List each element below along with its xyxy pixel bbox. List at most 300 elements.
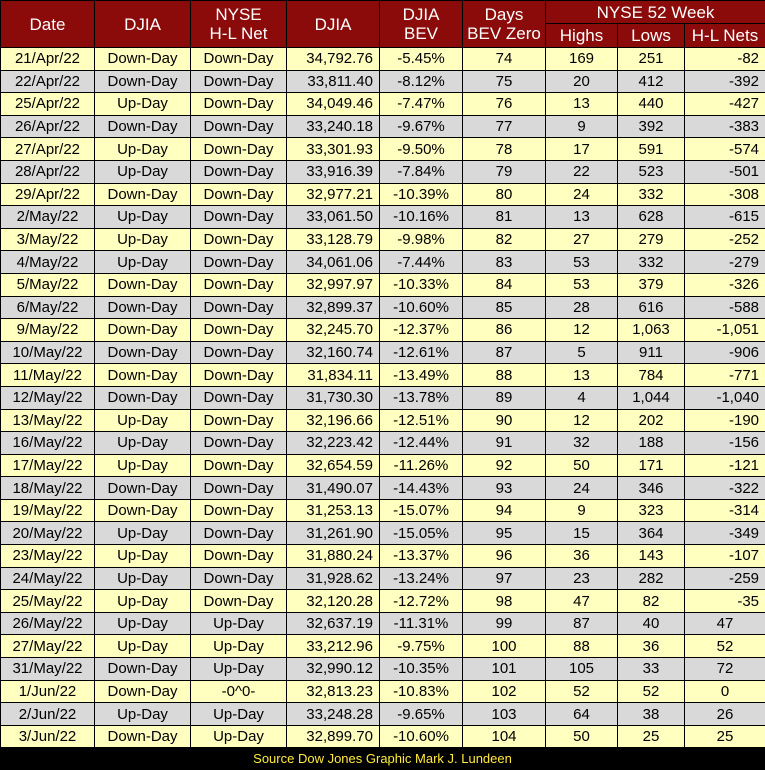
date-cell: 24/May/22	[1, 567, 95, 590]
lows-cell: 25	[618, 725, 685, 748]
hl-nets-cell: -383	[685, 115, 765, 138]
lows-cell: 346	[618, 477, 685, 500]
table-row	[1, 386, 765, 409]
djia-direction-cell: Up-Day	[95, 545, 191, 568]
hl-nets-cell: -107	[685, 545, 765, 568]
nyse-hl-net-cell: Down-Day	[191, 160, 287, 183]
date-cell: 2/May/22	[1, 206, 95, 229]
date-cell: 1/Jun/22	[1, 680, 95, 703]
days-bev-zero-cell: 101	[463, 658, 546, 681]
hl-nets-cell: -392	[685, 70, 765, 93]
header-nyse-hl-net-line2: H-L Net	[209, 24, 268, 43]
days-bev-zero-cell: 87	[463, 341, 546, 364]
lows-cell: 279	[618, 228, 685, 251]
nyse-hl-net-cell: Down-Day	[191, 364, 287, 387]
hl-nets-cell: -349	[685, 522, 765, 545]
highs-cell: 50	[546, 454, 618, 477]
hl-nets-cell: -322	[685, 477, 765, 500]
days-bev-zero-cell: 96	[463, 545, 546, 568]
nyse-hl-net-cell: Down-Day	[191, 273, 287, 296]
date-cell: 18/May/22	[1, 477, 95, 500]
lows-cell: 33	[618, 658, 685, 681]
date-cell: 26/Apr/22	[1, 115, 95, 138]
djia-direction-cell: Up-Day	[95, 454, 191, 477]
djia-bev-cell: -15.07%	[380, 499, 463, 522]
djia-cell: 33,061.50	[287, 206, 380, 229]
hl-nets-cell: -1,051	[685, 319, 765, 342]
djia-cell: 31,880.24	[287, 545, 380, 568]
table-row	[1, 138, 765, 161]
hl-nets-cell: -259	[685, 567, 765, 590]
nyse-hl-net-cell: Down-Day	[191, 138, 287, 161]
table-row	[1, 48, 765, 71]
hl-nets-cell: -501	[685, 160, 765, 183]
nyse-hl-net-cell: -0^0-	[191, 680, 287, 703]
highs-cell: 64	[546, 703, 618, 726]
table-row	[1, 567, 765, 590]
lows-cell: 628	[618, 206, 685, 229]
djia-direction-cell: Up-Day	[95, 160, 191, 183]
hl-nets-cell: -1,040	[685, 386, 765, 409]
header-djia-bev-line2: BEV	[403, 24, 439, 43]
table-body	[1, 48, 765, 748]
lows-cell: 1,044	[618, 386, 685, 409]
highs-cell: 9	[546, 115, 618, 138]
djia-direction-cell: Down-Day	[95, 341, 191, 364]
table-row	[1, 635, 765, 658]
table-row	[1, 160, 765, 183]
highs-cell: 52	[546, 680, 618, 703]
nyse-hl-net-cell: Down-Day	[191, 432, 287, 455]
djia-bev-cell: -10.39%	[380, 183, 463, 206]
date-cell: 31/May/22	[1, 658, 95, 681]
djia-bev-cell: -13.24%	[380, 567, 463, 590]
date-cell: 19/May/22	[1, 499, 95, 522]
djia-bev-cell: -5.45%	[380, 48, 463, 71]
djia-cell: 34,792.76	[287, 48, 380, 71]
highs-cell: 13	[546, 93, 618, 116]
djia-direction-cell: Up-Day	[95, 590, 191, 613]
table-row	[1, 612, 765, 635]
header-date: Date	[1, 1, 95, 48]
table-row	[1, 93, 765, 116]
hl-nets-cell: 0	[685, 680, 765, 703]
days-bev-zero-cell: 74	[463, 48, 546, 71]
table-row	[1, 364, 765, 387]
date-cell: 23/May/22	[1, 545, 95, 568]
lows-cell: 1,063	[618, 319, 685, 342]
highs-cell: 24	[546, 477, 618, 500]
days-bev-zero-cell: 100	[463, 635, 546, 658]
table-row	[1, 251, 765, 274]
djia-direction-cell: Up-Day	[95, 703, 191, 726]
table-row	[1, 409, 765, 432]
date-cell: 6/May/22	[1, 296, 95, 319]
highs-cell: 36	[546, 545, 618, 568]
nyse-hl-net-cell: Up-Day	[191, 703, 287, 726]
date-cell: 17/May/22	[1, 454, 95, 477]
header-djia-bev	[380, 1, 463, 48]
highs-cell: 4	[546, 386, 618, 409]
header-lows: Lows	[618, 24, 685, 48]
nyse-hl-net-cell: Down-Day	[191, 228, 287, 251]
hl-nets-cell: 47	[685, 612, 765, 635]
lows-cell: 591	[618, 138, 685, 161]
hl-nets-cell: -308	[685, 183, 765, 206]
days-bev-zero-cell: 82	[463, 228, 546, 251]
lows-cell: 251	[618, 48, 685, 71]
header-hl-nets: H-L Nets	[685, 24, 765, 48]
table-row	[1, 432, 765, 455]
lows-cell: 616	[618, 296, 685, 319]
djia-direction-cell: Up-Day	[95, 635, 191, 658]
djia-bev-cell: -11.26%	[380, 454, 463, 477]
days-bev-zero-cell: 92	[463, 454, 546, 477]
hl-nets-cell: -326	[685, 273, 765, 296]
nyse-hl-net-cell: Down-Day	[191, 251, 287, 274]
djia-bev-cell: -13.78%	[380, 386, 463, 409]
djia-cell: 31,730.30	[287, 386, 380, 409]
djia-direction-cell: Down-Day	[95, 48, 191, 71]
djia-bev-cell: -14.43%	[380, 477, 463, 500]
lows-cell: 36	[618, 635, 685, 658]
header-days-line2: BEV Zero	[467, 24, 541, 43]
days-bev-zero-cell: 99	[463, 612, 546, 635]
table-row	[1, 703, 765, 726]
highs-cell: 13	[546, 206, 618, 229]
hl-nets-cell: -121	[685, 454, 765, 477]
lows-cell: 911	[618, 341, 685, 364]
djia-direction-cell: Up-Day	[95, 228, 191, 251]
date-cell: 20/May/22	[1, 522, 95, 545]
djia-cell: 33,128.79	[287, 228, 380, 251]
lows-cell: 38	[618, 703, 685, 726]
date-cell: 13/May/22	[1, 409, 95, 432]
djia-direction-cell: Down-Day	[95, 680, 191, 703]
lows-cell: 412	[618, 70, 685, 93]
hl-nets-cell: -190	[685, 409, 765, 432]
djia-bev-cell: -9.98%	[380, 228, 463, 251]
djia-cell: 32,899.70	[287, 725, 380, 748]
lows-cell: 82	[618, 590, 685, 613]
djia-direction-cell: Down-Day	[95, 725, 191, 748]
djia-bev-cell: -12.37%	[380, 319, 463, 342]
table-row	[1, 725, 765, 748]
nyse-hl-net-cell: Down-Day	[191, 115, 287, 138]
date-cell: 27/May/22	[1, 635, 95, 658]
highs-cell: 27	[546, 228, 618, 251]
header-nyse-hl-net-line1: NYSE	[215, 5, 262, 24]
lows-cell: 143	[618, 545, 685, 568]
table-row	[1, 183, 765, 206]
highs-cell: 24	[546, 183, 618, 206]
highs-cell: 20	[546, 70, 618, 93]
nyse-hl-net-cell: Down-Day	[191, 567, 287, 590]
table-row	[1, 477, 765, 500]
table-row	[1, 115, 765, 138]
djia-cell: 33,916.39	[287, 160, 380, 183]
table-row	[1, 590, 765, 613]
hl-nets-cell: -252	[685, 228, 765, 251]
lows-cell: 323	[618, 499, 685, 522]
djia-cell: 32,813.23	[287, 680, 380, 703]
djia-direction-cell: Up-Day	[95, 567, 191, 590]
djia-cell: 32,245.70	[287, 319, 380, 342]
djia-direction-cell: Down-Day	[95, 115, 191, 138]
djia-bev-cell: -9.67%	[380, 115, 463, 138]
hl-nets-cell: -588	[685, 296, 765, 319]
lows-cell: 392	[618, 115, 685, 138]
header-nyse-hl-net	[191, 1, 287, 48]
days-bev-zero-cell: 91	[463, 432, 546, 455]
djia-cell: 32,997.97	[287, 273, 380, 296]
table-row	[1, 228, 765, 251]
lows-cell: 202	[618, 409, 685, 432]
header-djia: DJIA	[287, 1, 380, 48]
djia-cell: 33,248.28	[287, 703, 380, 726]
highs-cell: 50	[546, 725, 618, 748]
highs-cell: 47	[546, 590, 618, 613]
days-bev-zero-cell: 85	[463, 296, 546, 319]
highs-cell: 23	[546, 567, 618, 590]
highs-cell: 5	[546, 341, 618, 364]
highs-cell: 12	[546, 319, 618, 342]
highs-cell: 9	[546, 499, 618, 522]
lows-cell: 40	[618, 612, 685, 635]
header-djia-bev-line1: DJIA	[402, 5, 440, 24]
djia-bev-cell: -9.65%	[380, 703, 463, 726]
hl-nets-cell: -771	[685, 364, 765, 387]
nyse-hl-net-cell: Up-Day	[191, 658, 287, 681]
nyse-hl-net-cell: Up-Day	[191, 725, 287, 748]
days-bev-zero-cell: 77	[463, 115, 546, 138]
highs-cell: 15	[546, 522, 618, 545]
table-row	[1, 296, 765, 319]
nyse-hl-net-cell: Down-Day	[191, 477, 287, 500]
date-cell: 11/May/22	[1, 364, 95, 387]
highs-cell: 22	[546, 160, 618, 183]
days-bev-zero-cell: 78	[463, 138, 546, 161]
days-bev-zero-cell: 75	[463, 70, 546, 93]
nyse-hl-net-cell: Down-Day	[191, 70, 287, 93]
days-bev-zero-cell: 97	[463, 567, 546, 590]
nyse-hl-net-cell: Down-Day	[191, 590, 287, 613]
nyse-hl-net-cell: Down-Day	[191, 454, 287, 477]
days-bev-zero-cell: 104	[463, 725, 546, 748]
djia-cell: 32,637.19	[287, 612, 380, 635]
table-row	[1, 206, 765, 229]
date-cell: 16/May/22	[1, 432, 95, 455]
hl-nets-cell: -574	[685, 138, 765, 161]
djia-cell: 31,490.07	[287, 477, 380, 500]
djia-cell: 32,223.42	[287, 432, 380, 455]
djia-bev-cell: -12.61%	[380, 341, 463, 364]
djia-cell: 32,120.28	[287, 590, 380, 613]
djia-cell: 33,212.96	[287, 635, 380, 658]
date-cell: 21/Apr/22	[1, 48, 95, 71]
djia-direction-cell: Down-Day	[95, 658, 191, 681]
djia-direction-cell: Up-Day	[95, 432, 191, 455]
djia-bev-cell: -10.83%	[380, 680, 463, 703]
lows-cell: 379	[618, 273, 685, 296]
djia-direction-cell: Up-Day	[95, 138, 191, 161]
djia-direction-cell: Down-Day	[95, 183, 191, 206]
hl-nets-cell: 52	[685, 635, 765, 658]
hl-nets-cell: -82	[685, 48, 765, 71]
nyse-hl-net-cell: Down-Day	[191, 48, 287, 71]
hl-nets-cell: -906	[685, 341, 765, 364]
nyse-hl-net-cell: Down-Day	[191, 183, 287, 206]
days-bev-zero-cell: 79	[463, 160, 546, 183]
djia-direction-cell: Up-Day	[95, 251, 191, 274]
djia-bev-cell: -8.12%	[380, 70, 463, 93]
hl-nets-cell: -427	[685, 93, 765, 116]
djia-direction-cell: Down-Day	[95, 70, 191, 93]
lows-cell: 171	[618, 454, 685, 477]
header-nyse-52-week: NYSE 52 Week	[546, 1, 765, 24]
djia-bev-cell: -15.05%	[380, 522, 463, 545]
nyse-hl-net-cell: Down-Day	[191, 319, 287, 342]
days-bev-zero-cell: 93	[463, 477, 546, 500]
hl-nets-cell: -35	[685, 590, 765, 613]
nyse-hl-net-cell: Down-Day	[191, 296, 287, 319]
table-row	[1, 522, 765, 545]
djia-cell: 32,196.66	[287, 409, 380, 432]
djia-cell: 31,261.90	[287, 522, 380, 545]
djia-direction-cell: Down-Day	[95, 273, 191, 296]
nyse-hl-net-cell: Down-Day	[191, 545, 287, 568]
table-row	[1, 499, 765, 522]
djia-cell: 33,811.40	[287, 70, 380, 93]
days-bev-zero-cell: 86	[463, 319, 546, 342]
date-cell: 27/Apr/22	[1, 138, 95, 161]
highs-cell: 169	[546, 48, 618, 71]
highs-cell: 12	[546, 409, 618, 432]
djia-bev-cell: -10.60%	[380, 725, 463, 748]
nyse-hl-net-cell: Down-Day	[191, 206, 287, 229]
date-cell: 4/May/22	[1, 251, 95, 274]
nyse-hl-net-cell: Down-Day	[191, 386, 287, 409]
djia-direction-cell: Up-Day	[95, 93, 191, 116]
date-cell: 2/Jun/22	[1, 703, 95, 726]
nyse-hl-net-cell: Down-Day	[191, 499, 287, 522]
djia-cell: 32,654.59	[287, 454, 380, 477]
djia-bev-cell: -10.35%	[380, 658, 463, 681]
lows-cell: 332	[618, 183, 685, 206]
table-row	[1, 70, 765, 93]
djia-cell: 31,834.11	[287, 364, 380, 387]
djia-bev-cell: -7.47%	[380, 93, 463, 116]
date-cell: 25/Apr/22	[1, 93, 95, 116]
highs-cell: 88	[546, 635, 618, 658]
date-cell: 25/May/22	[1, 590, 95, 613]
header-days-line1: Days	[484, 5, 524, 24]
hl-nets-cell: 25	[685, 725, 765, 748]
nyse-hl-net-cell: Up-Day	[191, 612, 287, 635]
djia-direction-cell: Up-Day	[95, 522, 191, 545]
lows-cell: 364	[618, 522, 685, 545]
djia-direction-cell: Up-Day	[95, 612, 191, 635]
djia-cell: 34,061.06	[287, 251, 380, 274]
highs-cell: 28	[546, 296, 618, 319]
highs-cell: 32	[546, 432, 618, 455]
djia-cell: 32,977.21	[287, 183, 380, 206]
nyse-hl-net-cell: Down-Day	[191, 341, 287, 364]
djia-direction-cell: Up-Day	[95, 409, 191, 432]
days-bev-zero-cell: 81	[463, 206, 546, 229]
days-bev-zero-cell: 90	[463, 409, 546, 432]
djia-bev-cell: -7.44%	[380, 251, 463, 274]
header-highs: Highs	[546, 24, 618, 48]
djia-cell: 33,240.18	[287, 115, 380, 138]
djia-cell: 33,301.93	[287, 138, 380, 161]
highs-cell: 13	[546, 364, 618, 387]
djia-cell: 32,160.74	[287, 341, 380, 364]
date-cell: 26/May/22	[1, 612, 95, 635]
djia-direction-cell: Down-Day	[95, 477, 191, 500]
nyse-hl-net-cell: Down-Day	[191, 93, 287, 116]
table-row	[1, 658, 765, 681]
days-bev-zero-cell: 98	[463, 590, 546, 613]
djia-direction-cell: Down-Day	[95, 499, 191, 522]
lows-cell: 52	[618, 680, 685, 703]
djia-bev-cell: -10.60%	[380, 296, 463, 319]
djia-cell: 34,049.46	[287, 93, 380, 116]
djia-direction-cell: Down-Day	[95, 296, 191, 319]
days-bev-zero-cell: 83	[463, 251, 546, 274]
djia-bev-cell: -11.31%	[380, 612, 463, 635]
days-bev-zero-cell: 103	[463, 703, 546, 726]
header-djia-direction: DJIA	[95, 1, 191, 48]
highs-cell: 105	[546, 658, 618, 681]
date-cell: 29/Apr/22	[1, 183, 95, 206]
hl-nets-cell: -279	[685, 251, 765, 274]
djia-cell: 31,253.13	[287, 499, 380, 522]
hl-nets-cell: 26	[685, 703, 765, 726]
highs-cell: 17	[546, 138, 618, 161]
date-cell: 3/Jun/22	[1, 725, 95, 748]
djia-bev-cell: -7.84%	[380, 160, 463, 183]
lows-cell: 188	[618, 432, 685, 455]
lows-cell: 440	[618, 93, 685, 116]
date-cell: 5/May/22	[1, 273, 95, 296]
nyse-hl-net-cell: Up-Day	[191, 635, 287, 658]
djia-direction-cell: Down-Day	[95, 386, 191, 409]
djia-direction-cell: Down-Day	[95, 364, 191, 387]
highs-cell: 53	[546, 251, 618, 274]
days-bev-zero-cell: 84	[463, 273, 546, 296]
date-cell: 28/Apr/22	[1, 160, 95, 183]
table-row	[1, 545, 765, 568]
days-bev-zero-cell: 95	[463, 522, 546, 545]
lows-cell: 784	[618, 364, 685, 387]
days-bev-zero-cell: 89	[463, 386, 546, 409]
djia-bev-cell: -10.16%	[380, 206, 463, 229]
table-row	[1, 341, 765, 364]
days-bev-zero-cell: 102	[463, 680, 546, 703]
days-bev-zero-cell: 94	[463, 499, 546, 522]
hl-nets-cell: -314	[685, 499, 765, 522]
djia-bev-cell: -9.50%	[380, 138, 463, 161]
highs-cell: 53	[546, 273, 618, 296]
djia-bev-cell: -10.33%	[380, 273, 463, 296]
date-cell: 22/Apr/22	[1, 70, 95, 93]
nyse-hl-net-cell: Down-Day	[191, 522, 287, 545]
table-row	[1, 319, 765, 342]
djia-direction-cell: Up-Day	[95, 206, 191, 229]
djia-cell: 32,990.12	[287, 658, 380, 681]
djia-bev-cell: -13.49%	[380, 364, 463, 387]
